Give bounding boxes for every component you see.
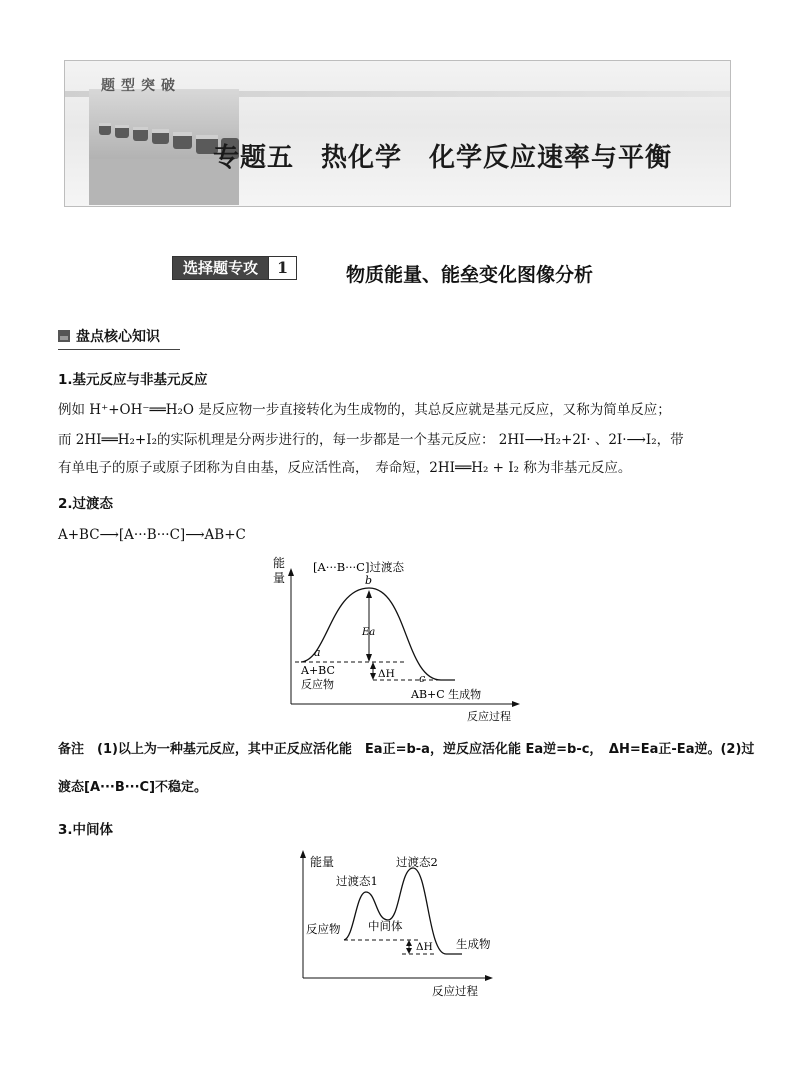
x-axis-label: 反应过程: [432, 984, 478, 998]
knowledge-heading: [58, 326, 180, 350]
point-a-label: a: [314, 646, 321, 659]
product-label: 生成物: [456, 937, 491, 951]
dh-label: ΔH: [378, 668, 395, 680]
intermediate-label: 中间体: [368, 919, 403, 933]
ea-label: Ea: [362, 627, 376, 638]
transition-state-diagram: [265, 552, 530, 724]
ea-arrow-up: [366, 590, 372, 598]
ts1-label: 过渡态1: [336, 874, 378, 888]
dh-arrow-down: [406, 948, 412, 954]
item2-heading: 2.过渡态: [58, 496, 114, 512]
page-title: 专题五 热化学 化学反应速率与平衡: [213, 143, 673, 173]
dh-label: ΔH: [416, 941, 433, 953]
reactant-formula: A+BC: [301, 664, 335, 677]
item2-equation: A+BC⟶[A···B···C]⟶AB+C: [58, 527, 246, 543]
reactant-label: 反应物: [306, 922, 341, 936]
y-axis-arrow: [288, 568, 294, 576]
ts2-label: 过渡态2: [396, 855, 438, 869]
reactant-label: 反应物: [301, 678, 334, 691]
transition-state-label: [A···B···C]过渡态: [313, 560, 404, 574]
section-badge-number: 1: [268, 257, 296, 279]
dh-arrow-up: [370, 662, 376, 669]
header-banner: [64, 60, 731, 207]
item1-line2: 而 2HI══H₂+I₂的实际机理是分两步进行的，每一步都是一个基元反应： 2HI⟶H₂+2I· 、2I·⟶I₂，带: [58, 432, 684, 448]
note-line1: 备注 (1)以上为一种基元反应，其中正反应活化能 Ea正=b-a，逆反应活化能 Ea逆=b-c， ΔH=Ea正-Ea逆。(2)过: [58, 742, 755, 757]
item1-line1: 例如 H⁺+OH⁻══H₂O 是反应物一步直接转化为生成物的，其总反应就是基元反应，又称为简单反应；: [58, 402, 671, 418]
item3-heading: 3.中间体: [58, 822, 114, 838]
y-axis-label: 能量: [310, 855, 335, 869]
book-icon: [58, 330, 70, 342]
section-badge: [172, 256, 297, 280]
knowledge-heading-text: 盘点核心知识: [76, 329, 160, 345]
x-axis-arrow: [485, 975, 493, 981]
y-axis-label-1: 能: [273, 556, 286, 570]
y-axis-arrow: [300, 850, 306, 858]
dh-arrow-down: [370, 673, 376, 680]
dh-arrow-up: [406, 940, 412, 946]
section-title: 物质能量、能垒变化图像分析: [346, 264, 594, 286]
banner-tag: 题型突破: [101, 78, 181, 94]
section-badge-label: 选择题专攻: [173, 257, 268, 279]
x-axis-label: 反应过程: [467, 710, 511, 723]
ea-arrow-down: [366, 654, 372, 662]
y-axis-label-2: 量: [273, 571, 286, 585]
intermediate-diagram: [296, 850, 496, 1000]
point-c-label: c: [419, 672, 426, 685]
point-b-label: b: [365, 574, 373, 587]
item1-line3: 有单电子的原子或原子团称为自由基，反应活性高， 寿命短，2HI══H₂ + I₂ 称为非基元反应。: [58, 460, 632, 476]
x-axis-arrow: [512, 701, 520, 707]
item1-heading: 1.基元反应与非基元反应: [58, 372, 208, 388]
product-label: AB+C 生成物: [411, 688, 482, 701]
note-line2: 渡态[A···B···C]不稳定。: [58, 780, 208, 795]
